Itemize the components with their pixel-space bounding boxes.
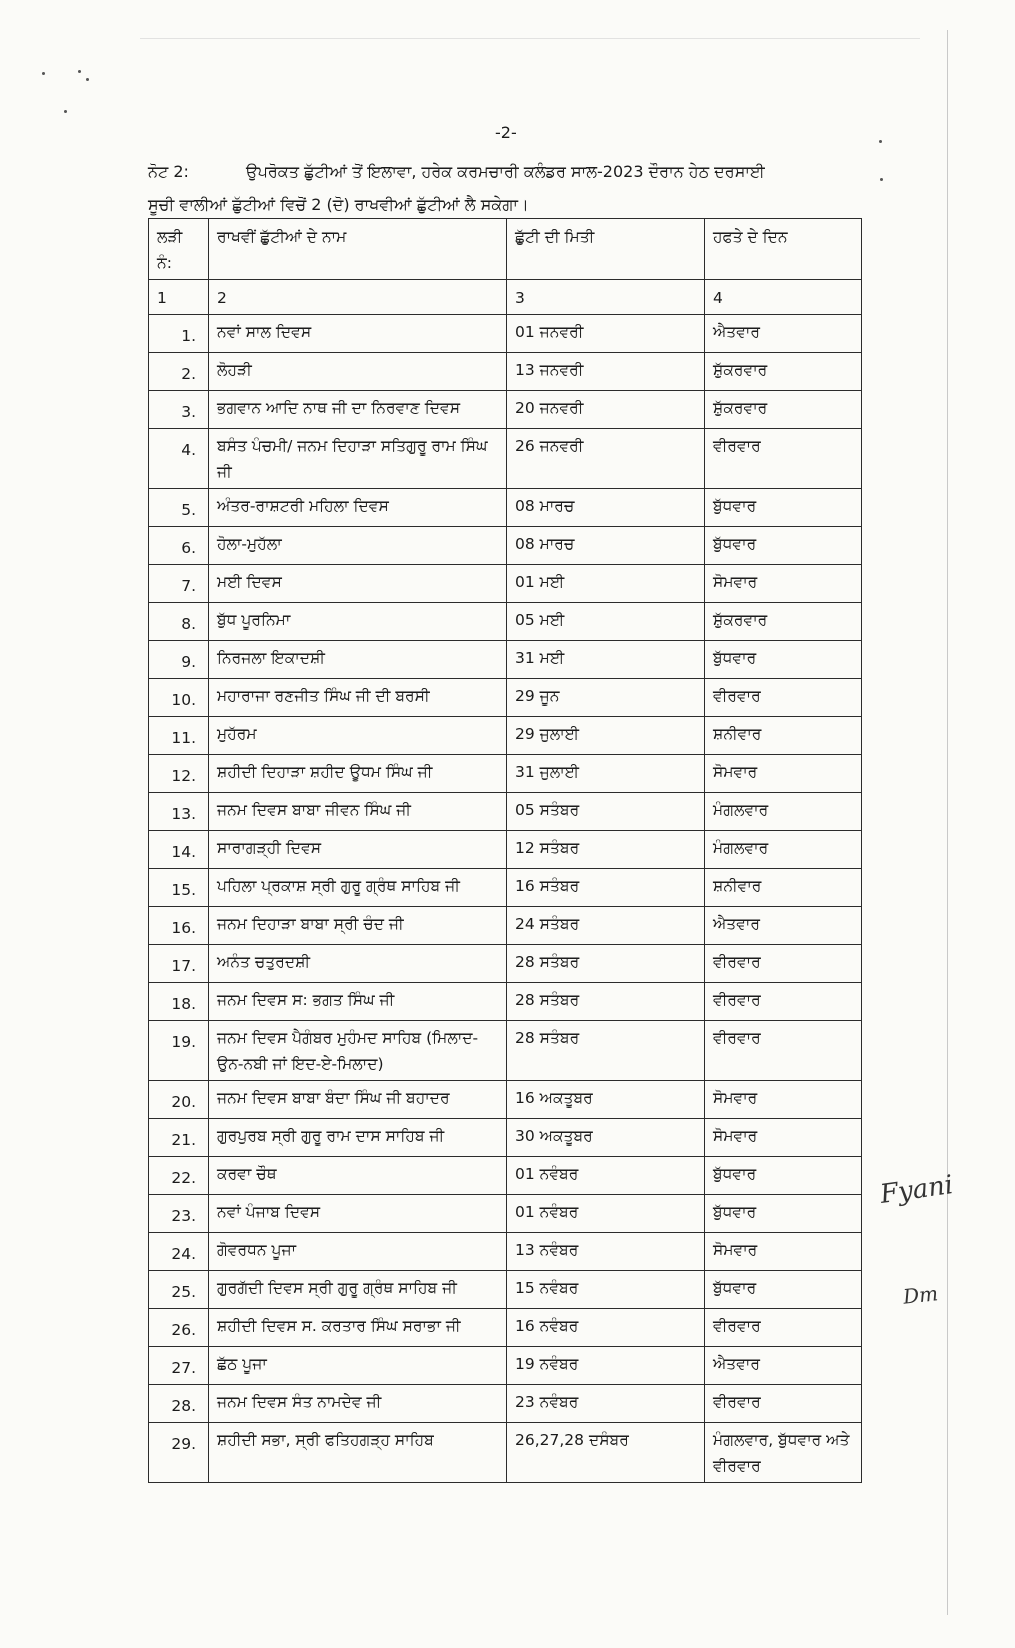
row-holiday-name: ਬੁੱਧ ਪੂਰਨਿਮਾ: [209, 603, 507, 641]
note-line-1: [148, 155, 868, 188]
table-row: [149, 641, 862, 679]
row-serial: 21.: [149, 1119, 209, 1157]
note-paragraph: [148, 155, 868, 221]
scan-speck: [42, 72, 45, 75]
row-holiday-name: ਪਹਿਲਾ ਪ੍ਰਕਾਸ਼ ਸ੍ਰੀ ਗੁਰੂ ਗ੍ਰੰਥ ਸਾਹਿਬ ਜੀ: [209, 869, 507, 907]
table-row: [149, 945, 862, 983]
row-serial: 27.: [149, 1347, 209, 1385]
header-date: ਛੁੱਟੀ ਦੀ ਮਿਤੀ: [507, 219, 705, 280]
row-holiday-name: ਲੋਹੜੀ: [209, 353, 507, 391]
row-weekday: ਐਤਵਾਰ: [705, 1347, 862, 1385]
row-date: 31 ਮਈ: [507, 641, 705, 679]
scan-edge-top: [140, 38, 920, 39]
row-weekday: ਵੀਰਵਾਰ: [705, 945, 862, 983]
row-weekday: ਸੋਮਵਾਰ: [705, 1119, 862, 1157]
row-holiday-name: ਜਨਮ ਦਿਵਸ ਸੰਤ ਨਾਮਦੇਵ ਜੀ: [209, 1385, 507, 1423]
row-serial: 23.: [149, 1195, 209, 1233]
column-number: 1: [149, 280, 209, 315]
row-serial: 26.: [149, 1309, 209, 1347]
column-number-row: [149, 280, 862, 315]
row-date: 13 ਨਵੰਬਰ: [507, 1233, 705, 1271]
row-serial: 18.: [149, 983, 209, 1021]
row-date: 29 ਜੂਨ: [507, 679, 705, 717]
row-date: 19 ਨਵੰਬਰ: [507, 1347, 705, 1385]
row-weekday: ਐਤਵਾਰ: [705, 907, 862, 945]
table-row: [149, 1195, 862, 1233]
row-weekday: ਮੰਗਲਵਾਰ, ਬੁੱਧਵਾਰ ਅਤੇ ਵੀਰਵਾਰ: [705, 1423, 862, 1483]
row-date: 15 ਨਵੰਬਰ: [507, 1271, 705, 1309]
row-weekday: ਸ਼ਨੀਵਾਰ: [705, 717, 862, 755]
table-row: [149, 717, 862, 755]
row-serial: 19.: [149, 1021, 209, 1081]
row-serial: 7.: [149, 565, 209, 603]
row-holiday-name: ਹੋਲਾ-ਮੁਹੱਲਾ: [209, 527, 507, 565]
scan-speck: [880, 178, 883, 181]
row-date: 29 ਜੁਲਾਈ: [507, 717, 705, 755]
row-holiday-name: ਸ਼ਹੀਦੀ ਦਿਵਸ ਸ. ਕਰਤਾਰ ਸਿੰਘ ਸਰਾਭਾ ਜੀ: [209, 1309, 507, 1347]
row-holiday-name: ਸ਼ਹੀਦੀ ਸਭਾ, ਸ੍ਰੀ ਫਤਿਹਗੜ੍ਹ ਸਾਹਿਬ: [209, 1423, 507, 1483]
row-serial: 25.: [149, 1271, 209, 1309]
row-date: 26 ਜਨਵਰੀ: [507, 429, 705, 489]
row-serial: 3.: [149, 391, 209, 429]
row-holiday-name: ਜਨਮ ਦਿਹਾੜਾ ਬਾਬਾ ਸ੍ਰੀ ਚੰਦ ਜੀ: [209, 907, 507, 945]
row-date: 05 ਸਤੰਬਰ: [507, 793, 705, 831]
row-serial: 8.: [149, 603, 209, 641]
row-weekday: ਮੰਗਲਵਾਰ: [705, 793, 862, 831]
row-date: 31 ਜੁਲਾਈ: [507, 755, 705, 793]
row-holiday-name: ਜਨਮ ਦਿਵਸ ਸ: ਭਗਤ ਸਿੰਘ ਜੀ: [209, 983, 507, 1021]
row-holiday-name: ਅੰਤਰ-ਰਾਸ਼ਟਰੀ ਮਹਿਲਾ ਦਿਵਸ: [209, 489, 507, 527]
table-row: [149, 527, 862, 565]
row-date: 01 ਨਵੰਬਰ: [507, 1157, 705, 1195]
row-weekday: ਸੋਮਵਾਰ: [705, 755, 862, 793]
row-weekday: ਵੀਰਵਾਰ: [705, 679, 862, 717]
row-holiday-name: ਗੁਰਗੱਦੀ ਦਿਵਸ ਸ੍ਰੀ ਗੁਰੂ ਗ੍ਰੰਥ ਸਾਹਿਬ ਜੀ: [209, 1271, 507, 1309]
scan-edge-right: [947, 30, 948, 1615]
row-date: 08 ਮਾਰਚ: [507, 489, 705, 527]
row-serial: 24.: [149, 1233, 209, 1271]
row-serial: 28.: [149, 1385, 209, 1423]
row-date: 01 ਮਈ: [507, 565, 705, 603]
row-date: 13 ਜਨਵਰੀ: [507, 353, 705, 391]
table-row: [149, 1309, 862, 1347]
row-date: 28 ਸਤੰਬਰ: [507, 983, 705, 1021]
row-weekday: ਸ਼ਨੀਵਾਰ: [705, 869, 862, 907]
table-row: [149, 1157, 862, 1195]
row-serial: 1.: [149, 315, 209, 353]
row-weekday: ਸ਼ੁੱਕਰਵਾਰ: [705, 603, 862, 641]
row-serial: 22.: [149, 1157, 209, 1195]
row-holiday-name: ਨਿਰਜਲਾ ਇਕਾਦਸ਼ੀ: [209, 641, 507, 679]
row-weekday: ਸੋਮਵਾਰ: [705, 565, 862, 603]
table-header: [149, 219, 862, 315]
table-row: [149, 755, 862, 793]
table-row: [149, 1423, 862, 1483]
table-row: [149, 353, 862, 391]
row-date: 26,27,28 ਦਸੰਬਰ: [507, 1423, 705, 1483]
row-weekday: ਬੁੱਧਵਾਰ: [705, 527, 862, 565]
header-holiday-name: ਰਾਖਵੀਂ ਛੁੱਟੀਆਂ ਦੇ ਨਾਮ: [209, 219, 507, 280]
row-weekday: ਬੁੱਧਵਾਰ: [705, 489, 862, 527]
row-date: 20 ਜਨਵਰੀ: [507, 391, 705, 429]
row-date: 16 ਨਵੰਬਰ: [507, 1309, 705, 1347]
table-row: [149, 869, 862, 907]
row-date: 28 ਸਤੰਬਰ: [507, 1021, 705, 1081]
signature: Fyani: [878, 1170, 956, 1210]
table-row: [149, 489, 862, 527]
table-row: [149, 1385, 862, 1423]
row-holiday-name: ਅਨੰਤ ਚਤੁਰਦਸ਼ੀ: [209, 945, 507, 983]
table-row: [149, 831, 862, 869]
table-row: [149, 429, 862, 489]
row-date: 23 ਨਵੰਬਰ: [507, 1385, 705, 1423]
row-holiday-name: ਸ਼ਹੀਦੀ ਦਿਹਾੜਾ ਸ਼ਹੀਦ ਊਧਮ ਸਿੰਘ ਜੀ: [209, 755, 507, 793]
row-holiday-name: ਨਵਾਂ ਪੰਜਾਬ ਦਿਵਸ: [209, 1195, 507, 1233]
row-serial: 6.: [149, 527, 209, 565]
header-serial: ਲੜੀ ਨੰ:: [149, 219, 209, 280]
row-date: 28 ਸਤੰਬਰ: [507, 945, 705, 983]
restricted-holidays-table: [148, 218, 862, 1483]
row-weekday: ਸ਼ੁੱਕਰਵਾਰ: [705, 353, 862, 391]
row-serial: 5.: [149, 489, 209, 527]
header-row: [149, 219, 862, 280]
row-holiday-name: ਮੁਹੱਰਮ: [209, 717, 507, 755]
note-label: ਨੋਟ 2:: [148, 162, 189, 181]
row-weekday: ਸ਼ੁੱਕਰਵਾਰ: [705, 391, 862, 429]
row-holiday-name: ਨਵਾਂ ਸਾਲ ਦਿਵਸ: [209, 315, 507, 353]
note-text-1: ਉਪਰੋਕਤ ਛੁੱਟੀਆਂ ਤੋਂ ਇਲਾਵਾ, ਹਰੇਕ ਕਰਮਚਾਰੀ ਕਲੰਡਰ ਸਾਲ-2023 ਦੌਰਾਨ ਹੇਠ ਦਰਸਾਈ: [246, 162, 765, 181]
row-serial: 13.: [149, 793, 209, 831]
table-row: [149, 1233, 862, 1271]
row-serial: 14.: [149, 831, 209, 869]
table-row: [149, 1021, 862, 1081]
row-holiday-name: ਛੱਠ ਪੂਜਾ: [209, 1347, 507, 1385]
row-holiday-name: ਗੋਵਰਧਨ ਪੂਜਾ: [209, 1233, 507, 1271]
table-row: [149, 1081, 862, 1119]
row-serial: 29.: [149, 1423, 209, 1483]
row-date: 01 ਨਵੰਬਰ: [507, 1195, 705, 1233]
row-holiday-name: ਜਨਮ ਦਿਵਸ ਬਾਬਾ ਬੰਦਾ ਸਿੰਘ ਜੀ ਬਹਾਦਰ: [209, 1081, 507, 1119]
row-weekday: ਬੁੱਧਵਾਰ: [705, 1271, 862, 1309]
row-weekday: ਬੁੱਧਵਾਰ: [705, 1157, 862, 1195]
row-date: 30 ਅਕਤੂਬਰ: [507, 1119, 705, 1157]
table-row: [149, 907, 862, 945]
row-date: 05 ਮਈ: [507, 603, 705, 641]
row-weekday: ਬੁੱਧਵਾਰ: [705, 641, 862, 679]
row-holiday-name: ਗੁਰਪੁਰਬ ਸ੍ਰੀ ਗੁਰੂ ਰਾਮ ਦਾਸ ਸਾਹਿਬ ਜੀ: [209, 1119, 507, 1157]
table-row: [149, 391, 862, 429]
signature: Dm: [901, 1281, 940, 1309]
row-holiday-name: ਜਨਮ ਦਿਵਸ ਬਾਬਾ ਜੀਵਨ ਸਿੰਘ ਜੀ: [209, 793, 507, 831]
scan-speck: [86, 78, 89, 81]
table-body: [149, 315, 862, 1483]
row-serial: 4.: [149, 429, 209, 489]
table-row: [149, 1271, 862, 1309]
row-date: 01 ਜਨਵਰੀ: [507, 315, 705, 353]
row-weekday: ਐਤਵਾਰ: [705, 315, 862, 353]
row-holiday-name: ਬਸੰਤ ਪੰਚਮੀ/ ਜਨਮ ਦਿਹਾੜਾ ਸਤਿਗੁਰੂ ਰਾਮ ਸਿੰਘ ਜੀ: [209, 429, 507, 489]
table-row: [149, 793, 862, 831]
row-weekday: ਬੁੱਧਵਾਰ: [705, 1195, 862, 1233]
header-weekday: ਹਫਤੇ ਦੇ ਦਿਨ: [705, 219, 862, 280]
table-row: [149, 315, 862, 353]
row-serial: 9.: [149, 641, 209, 679]
scan-speck: [64, 110, 67, 113]
row-date: 16 ਅਕਤੂਬਰ: [507, 1081, 705, 1119]
row-serial: 20.: [149, 1081, 209, 1119]
row-serial: 17.: [149, 945, 209, 983]
column-number: 2: [209, 280, 507, 315]
table-row: [149, 603, 862, 641]
row-weekday: ਵੀਰਵਾਰ: [705, 983, 862, 1021]
row-date: 08 ਮਾਰਚ: [507, 527, 705, 565]
row-weekday: ਵੀਰਵਾਰ: [705, 429, 862, 489]
row-serial: 2.: [149, 353, 209, 391]
table-row: [149, 679, 862, 717]
row-serial: 15.: [149, 869, 209, 907]
table-row: [149, 565, 862, 603]
table-row: [149, 1347, 862, 1385]
note-text-2: ਸੂਚੀ ਵਾਲੀਆਂ ਛੁੱਟੀਆਂ ਵਿਚੋਂ 2 (ਦੋ) ਰਾਖਵੀਆਂ ਛੁੱਟੀਆਂ ਲੈ ਸਕੇਗਾ।: [148, 195, 529, 214]
row-weekday: ਸੋਮਵਾਰ: [705, 1081, 862, 1119]
row-date: 12 ਸਤੰਬਰ: [507, 831, 705, 869]
scan-speck: [78, 70, 81, 73]
table-row: [149, 1119, 862, 1157]
column-number: 4: [705, 280, 862, 315]
row-weekday: ਵੀਰਵਾਰ: [705, 1385, 862, 1423]
row-weekday: ਮੰਗਲਵਾਰ: [705, 831, 862, 869]
row-date: 16 ਸਤੰਬਰ: [507, 869, 705, 907]
row-date: 24 ਸਤੰਬਰ: [507, 907, 705, 945]
page-number: -2-: [495, 123, 517, 142]
row-holiday-name: ਮਈ ਦਿਵਸ: [209, 565, 507, 603]
row-weekday: ਵੀਰਵਾਰ: [705, 1309, 862, 1347]
row-weekday: ਸੋਮਵਾਰ: [705, 1233, 862, 1271]
row-serial: 12.: [149, 755, 209, 793]
row-serial: 10.: [149, 679, 209, 717]
row-holiday-name: ਜਨਮ ਦਿਵਸ ਪੈਗੰਬਰ ਮੁਹੰਮਦ ਸਾਹਿਬ (ਮਿਲਾਦ-ਉਨ-ਨਬੀ ਜਾਂ ਇਦ-ਏ-ਮਿਲਾਦ): [209, 1021, 507, 1081]
row-holiday-name: ਕਰਵਾ ਚੌਥ: [209, 1157, 507, 1195]
row-holiday-name: ਭਗਵਾਨ ਆਦਿ ਨਾਥ ਜੀ ਦਾ ਨਿਰਵਾਣ ਦਿਵਸ: [209, 391, 507, 429]
row-serial: 16.: [149, 907, 209, 945]
row-weekday: ਵੀਰਵਾਰ: [705, 1021, 862, 1081]
row-holiday-name: ਸਾਰਾਗੜ੍ਹੀ ਦਿਵਸ: [209, 831, 507, 869]
row-serial: 11.: [149, 717, 209, 755]
table-row: [149, 983, 862, 1021]
row-holiday-name: ਮਹਾਰਾਜਾ ਰਣਜੀਤ ਸਿੰਘ ਜੀ ਦੀ ਬਰਸੀ: [209, 679, 507, 717]
scan-speck: [879, 140, 882, 143]
column-number: 3: [507, 280, 705, 315]
